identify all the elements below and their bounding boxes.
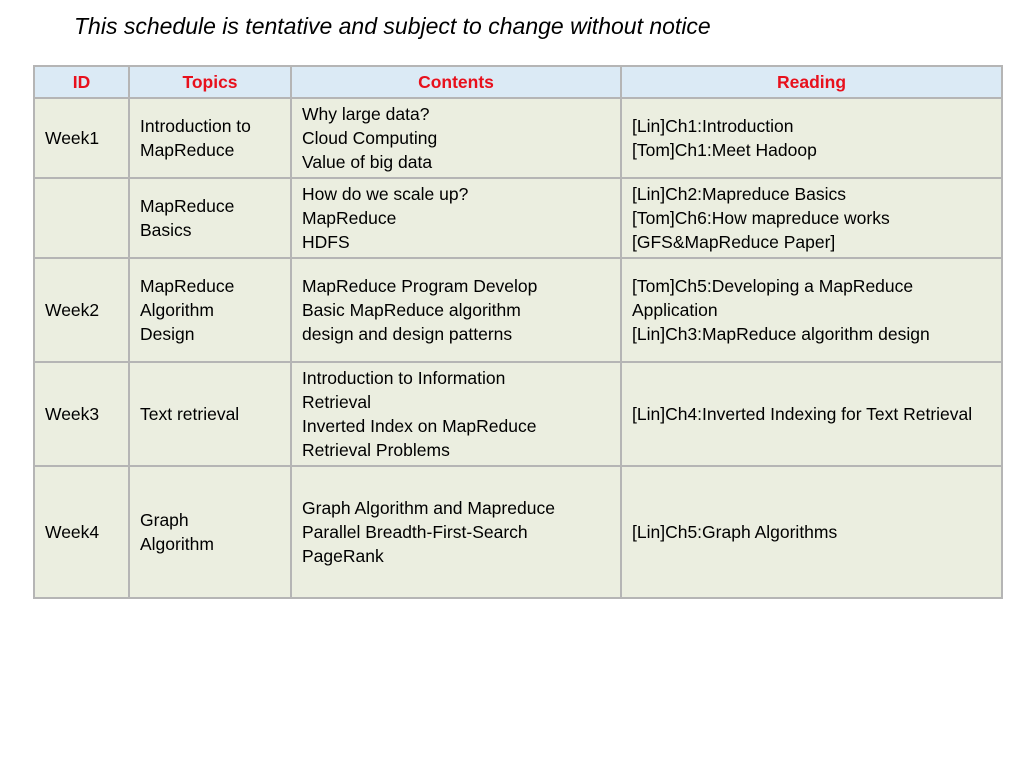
topic-cell — [129, 466, 291, 598]
topic-line: Introduction to — [140, 116, 251, 136]
reading-line: [Tom]Ch6:How mapreduce works — [632, 208, 890, 228]
contents-cell — [291, 362, 621, 466]
contents-line: Retrieval Problems — [302, 440, 450, 460]
contents-line: PageRank — [302, 546, 384, 566]
column-header-contents: Contents — [291, 66, 621, 98]
table-row — [34, 362, 1002, 466]
column-header-id: ID — [34, 66, 129, 98]
contents-line: Cloud Computing — [302, 128, 438, 148]
contents-line: Why large data? — [302, 104, 430, 124]
column-header-reading: Reading — [621, 66, 1002, 98]
id-cell: Week2 — [34, 258, 129, 362]
contents-line: Retrieval — [302, 392, 372, 412]
reading-line: [Tom]Ch5:Developing a MapReduce Application — [632, 276, 914, 320]
reading-cell — [621, 362, 1002, 466]
contents-line: Introduction to Information — [302, 368, 506, 388]
schedule-table — [33, 65, 1003, 599]
contents-line: Parallel Breadth-First-Search — [302, 522, 528, 542]
topic-line: Text retrieval — [140, 404, 240, 424]
table-row — [34, 178, 1002, 258]
reading-line: [GFS&MapReduce Paper] — [632, 232, 836, 252]
contents-line: How do we scale up? — [302, 184, 469, 204]
topic-line: Graph — [140, 510, 189, 530]
schedule-notice: This schedule is tentative and subject to change without notice — [74, 13, 711, 39]
contents-line: design and design patterns — [302, 324, 513, 344]
table-header-row — [34, 66, 1002, 98]
reading-cell — [621, 466, 1002, 598]
contents-line: Graph Algorithm and Mapreduce — [302, 498, 555, 518]
contents-line: MapReduce Program Develop — [302, 276, 538, 296]
contents-line: Value of big data — [302, 152, 433, 172]
table-row — [34, 466, 1002, 598]
topic-line: MapReduce — [140, 140, 235, 160]
reading-line: [Lin]Ch1:Introduction — [632, 116, 794, 136]
topic-cell — [129, 258, 291, 362]
reading-cell — [621, 178, 1002, 258]
topic-cell — [129, 178, 291, 258]
reading-line: [Lin]Ch5:Graph Algorithms — [632, 522, 838, 542]
topic-line: Design — [140, 324, 195, 344]
id-cell: Week1 — [34, 98, 129, 178]
topic-line: Basics — [140, 220, 192, 240]
reading-line: [Lin]Ch3:MapReduce algorithm design — [632, 324, 930, 344]
table-row — [34, 98, 1002, 178]
reading-cell — [621, 258, 1002, 362]
reading-line: [Tom]Ch1:Meet Hadoop — [632, 140, 817, 160]
contents-line: HDFS — [302, 232, 350, 252]
id-cell: Week3 — [34, 362, 129, 466]
topic-cell — [129, 362, 291, 466]
reading-line: [Lin]Ch4:Inverted Indexing for Text Retrieval — [632, 404, 973, 424]
id-cell: Week4 — [34, 466, 129, 598]
contents-line: MapReduce — [302, 208, 397, 228]
topic-line: Algorithm — [140, 300, 214, 320]
contents-line: Inverted Index on MapReduce — [302, 416, 537, 436]
contents-cell — [291, 466, 621, 598]
topic-cell — [129, 98, 291, 178]
contents-cell — [291, 178, 621, 258]
topic-line: Algorithm — [140, 534, 214, 554]
table-row — [34, 258, 1002, 362]
column-header-topics: Topics — [129, 66, 291, 98]
contents-line: Basic MapReduce algorithm — [302, 300, 521, 320]
reading-cell — [621, 98, 1002, 178]
id-cell — [34, 178, 129, 258]
contents-cell — [291, 98, 621, 178]
topic-line: MapReduce — [140, 196, 235, 216]
topic-line: MapReduce — [140, 276, 235, 296]
reading-line: [Lin]Ch2:Mapreduce Basics — [632, 184, 846, 204]
contents-cell — [291, 258, 621, 362]
